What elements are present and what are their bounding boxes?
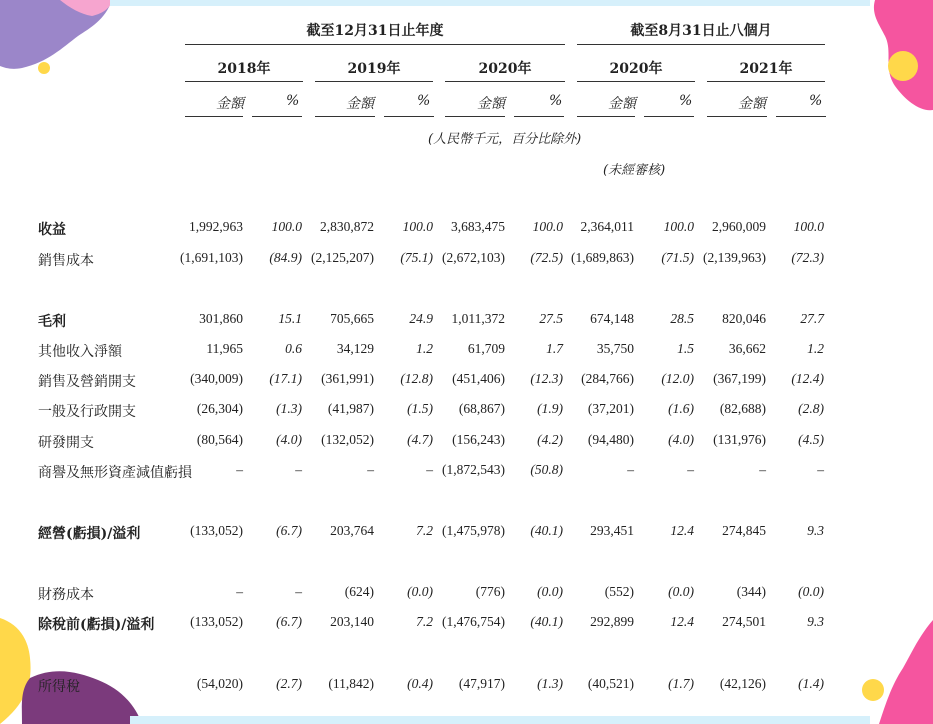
- amount-cell: (1,691,103): [180, 250, 243, 265]
- table-row: [0, 250, 933, 272]
- amount-cell: (68,867): [458, 401, 505, 416]
- top-right-blob-decoration: [865, 0, 933, 115]
- row-label: 經營(虧損)/溢利: [38, 526, 141, 542]
- amount-rule-2020: [445, 116, 505, 117]
- amount-cell: (1,689,863): [571, 250, 634, 265]
- percent-cell: (40.1): [530, 614, 563, 629]
- amount-cell: 35,750: [596, 341, 634, 356]
- amount-cell: (40,521): [587, 676, 634, 691]
- percent-cell: –: [687, 462, 694, 477]
- amount-label-2020: 金額: [477, 96, 505, 112]
- amount-cell: 301,860: [199, 311, 243, 326]
- amount-cell: (2,672,103): [442, 250, 505, 265]
- percent-label-2021: %: [809, 93, 823, 109]
- bottom-light-band: [130, 716, 870, 724]
- percent-cell: –: [426, 462, 433, 477]
- amount-cell: 674,148: [590, 311, 634, 326]
- row-label: 毛利: [38, 314, 66, 330]
- percent-cell: 100.0: [663, 219, 694, 234]
- percent-cell: –: [295, 462, 302, 477]
- year-header-2019: 2019年: [347, 61, 401, 77]
- percent-cell: 1.5: [677, 341, 694, 356]
- percent-cell: (12.8): [400, 371, 433, 386]
- amount-cell: –: [236, 584, 243, 599]
- amount-cell: (367,199): [713, 371, 766, 386]
- percent-rule-2021: [776, 116, 826, 117]
- percent-cell: (40.1): [530, 523, 563, 538]
- year-rule-2018: [185, 81, 303, 82]
- year-rule-2020: [445, 81, 565, 82]
- amount-label-2019: 金額: [346, 96, 374, 112]
- table-row: [0, 523, 933, 545]
- percent-cell: (4.2): [537, 432, 563, 447]
- percent-cell: 1.2: [807, 341, 824, 356]
- percent-cell: (1.5): [407, 401, 433, 416]
- amount-cell: 11,965: [206, 341, 243, 356]
- amount-cell: 203,764: [330, 523, 374, 538]
- table-row: [0, 462, 933, 484]
- currency-note: (人民幣千元，百分比除外): [428, 132, 582, 147]
- percent-cell: 100.0: [532, 219, 563, 234]
- row-label: 除稅前(虧損)/溢利: [38, 617, 155, 633]
- percent-label-2018: %: [286, 93, 300, 109]
- amount-cell: (41,987): [327, 401, 374, 416]
- year-header-2020: 2020年: [478, 61, 532, 77]
- percent-cell: (50.8): [530, 462, 563, 477]
- table-row: [0, 401, 933, 423]
- percent-cell: 100.0: [793, 219, 824, 234]
- amount-cell: (94,480): [587, 432, 634, 447]
- percent-cell: (0.0): [668, 584, 694, 599]
- amount-cell: (776): [475, 584, 505, 599]
- year-rule-2021: [707, 81, 825, 82]
- percent-cell: 24.9: [409, 311, 433, 326]
- amount-cell: (26,304): [196, 401, 243, 416]
- top-left-blob-decoration: [0, 0, 115, 80]
- percent-cell: 7.2: [416, 614, 433, 629]
- year-header-2020-eight-months: 2020年: [609, 61, 663, 77]
- percent-cell: 15.1: [278, 311, 302, 326]
- year-header-2018: 2018年: [217, 61, 271, 77]
- amount-cell: (2,125,207): [311, 250, 374, 265]
- amount-cell: (451,406): [452, 371, 505, 386]
- row-label: 其他收入淨額: [38, 344, 122, 360]
- percent-cell: (17.1): [269, 371, 302, 386]
- percent-cell: (1.7): [668, 676, 694, 691]
- row-label: 研發開支: [38, 435, 94, 451]
- amount-label-2018: 金額: [216, 96, 244, 112]
- percent-cell: 12.4: [670, 523, 694, 538]
- amount-cell: (82,688): [719, 401, 766, 416]
- amount-cell: 820,046: [722, 311, 766, 326]
- amount-cell: 3,683,475: [451, 219, 505, 234]
- table-row: [0, 371, 933, 393]
- percent-cell: 100.0: [402, 219, 433, 234]
- row-label: 收益: [38, 222, 66, 238]
- amount-cell: (1,476,754): [442, 614, 505, 629]
- percent-cell: 100.0: [271, 219, 302, 234]
- amount-cell: (80,564): [196, 432, 243, 447]
- amount-cell: (1,475,978): [442, 523, 505, 538]
- percent-rule-2020: [514, 116, 564, 117]
- amount-cell: (133,052): [190, 523, 243, 538]
- unaudited-note: (未經審核): [603, 163, 666, 178]
- amount-cell: 293,451: [590, 523, 634, 538]
- row-label: 銷售及營銷開支: [38, 374, 136, 390]
- amount-cell: 274,501: [722, 614, 766, 629]
- amount-cell: (1,872,543): [442, 462, 505, 477]
- percent-cell: (0.4): [407, 676, 433, 691]
- percent-cell: (0.0): [798, 584, 824, 599]
- amount-rule-2020-eight-months: [577, 116, 635, 117]
- percent-rule-2018: [252, 116, 302, 117]
- amount-cell: (132,052): [321, 432, 374, 447]
- percent-cell: (0.0): [407, 584, 433, 599]
- table-row: [0, 614, 933, 636]
- table-row: [0, 219, 933, 241]
- table-row: [0, 676, 933, 698]
- percent-cell: 1.7: [546, 341, 563, 356]
- percent-cell: (2.7): [276, 676, 302, 691]
- percent-cell: (71.5): [661, 250, 694, 265]
- amount-cell: (133,052): [190, 614, 243, 629]
- percent-cell: (12.4): [791, 371, 824, 386]
- year-header-2021: 2021年: [739, 61, 793, 77]
- percent-cell: (75.1): [400, 250, 433, 265]
- amount-cell: 705,665: [330, 311, 374, 326]
- year-rule-2019: [315, 81, 433, 82]
- percent-rule-2019: [384, 116, 434, 117]
- amount-cell: (361,991): [321, 371, 374, 386]
- amount-rule-2021: [707, 116, 767, 117]
- percent-label-2020: %: [549, 93, 563, 109]
- amount-cell: (2,139,963): [703, 250, 766, 265]
- percent-cell: 1.2: [416, 341, 433, 356]
- percent-cell: 0.6: [285, 341, 302, 356]
- percent-rule-2020-eight-months: [644, 116, 694, 117]
- percent-cell: (6.7): [276, 523, 302, 538]
- amount-cell: 274,845: [722, 523, 766, 538]
- period-header-eight-months: 截至8月31日止八個月: [630, 23, 772, 39]
- amount-cell: (54,020): [196, 676, 243, 691]
- percent-cell: (72.5): [530, 250, 563, 265]
- row-label: 商譽及無形資產減值虧損: [38, 465, 192, 481]
- percent-cell: (12.3): [530, 371, 563, 386]
- table-row: [0, 584, 933, 606]
- amount-cell: (47,917): [458, 676, 505, 691]
- amount-label-2020-eight-months: 金額: [608, 96, 636, 112]
- percent-cell: (2.8): [798, 401, 824, 416]
- amount-cell: –: [627, 462, 634, 477]
- percent-cell: (72.3): [791, 250, 824, 265]
- percent-cell: 28.5: [670, 311, 694, 326]
- amount-cell: –: [367, 462, 374, 477]
- amount-rule-2018: [185, 116, 243, 117]
- percent-cell: –: [817, 462, 824, 477]
- percent-cell: 27.5: [539, 311, 563, 326]
- amount-cell: (11,842): [328, 676, 374, 691]
- amount-cell: 292,899: [590, 614, 634, 629]
- amount-cell: (156,243): [452, 432, 505, 447]
- amount-cell: (344): [736, 584, 766, 599]
- period-header-eight-months-rule: [577, 44, 825, 45]
- percent-cell: (1.9): [537, 401, 563, 416]
- percent-label-2019: %: [417, 93, 431, 109]
- percent-cell: (1.3): [276, 401, 302, 416]
- percent-cell: 7.2: [416, 523, 433, 538]
- percent-cell: (84.9): [269, 250, 302, 265]
- percent-cell: (1.3): [537, 676, 563, 691]
- amount-label-2021: 金額: [738, 96, 766, 112]
- percent-cell: (4.5): [798, 432, 824, 447]
- percent-cell: (6.7): [276, 614, 302, 629]
- percent-cell: (12.0): [661, 371, 694, 386]
- percent-cell: (4.0): [276, 432, 302, 447]
- amount-cell: (37,201): [587, 401, 634, 416]
- amount-rule-2019: [315, 116, 375, 117]
- year-rule-2020-eight-months: [577, 81, 695, 82]
- percent-cell: (4.7): [407, 432, 433, 447]
- amount-cell: 1,992,963: [189, 219, 243, 234]
- amount-cell: (42,126): [719, 676, 766, 691]
- percent-cell: 9.3: [807, 523, 824, 538]
- percent-cell: 27.7: [800, 311, 824, 326]
- row-label: 所得稅: [38, 679, 80, 695]
- amount-cell: (552): [604, 584, 634, 599]
- amount-cell: 2,830,872: [320, 219, 374, 234]
- amount-cell: (624): [344, 584, 374, 599]
- table-row: [0, 341, 933, 363]
- amount-cell: 34,129: [336, 341, 374, 356]
- percent-cell: (0.0): [537, 584, 563, 599]
- amount-cell: 36,662: [728, 341, 766, 356]
- percent-label-2020-eight-months: %: [679, 93, 693, 109]
- row-label: 財務成本: [38, 587, 94, 603]
- percent-cell: –: [295, 584, 302, 599]
- top-light-band: [110, 0, 870, 6]
- row-label: 一般及行政開支: [38, 404, 136, 420]
- amount-cell: 2,364,011: [580, 219, 634, 234]
- amount-cell: 61,709: [467, 341, 505, 356]
- percent-cell: 9.3: [807, 614, 824, 629]
- percent-cell: 12.4: [670, 614, 694, 629]
- amount-cell: –: [236, 462, 243, 477]
- amount-cell: (284,766): [581, 371, 634, 386]
- amount-cell: 1,011,372: [451, 311, 505, 326]
- percent-cell: (4.0): [668, 432, 694, 447]
- period-header-full-year: 截至12月31日止年度: [306, 23, 444, 39]
- amount-cell: –: [759, 462, 766, 477]
- period-header-full-year-rule: [185, 44, 565, 45]
- percent-cell: (1.6): [668, 401, 694, 416]
- amount-cell: 203,140: [330, 614, 374, 629]
- percent-cell: (1.4): [798, 676, 824, 691]
- table-row: [0, 432, 933, 454]
- table-row: [0, 311, 933, 333]
- amount-cell: 2,960,009: [712, 219, 766, 234]
- amount-cell: (340,009): [190, 371, 243, 386]
- amount-cell: (131,976): [713, 432, 766, 447]
- row-label: 銷售成本: [38, 253, 94, 269]
